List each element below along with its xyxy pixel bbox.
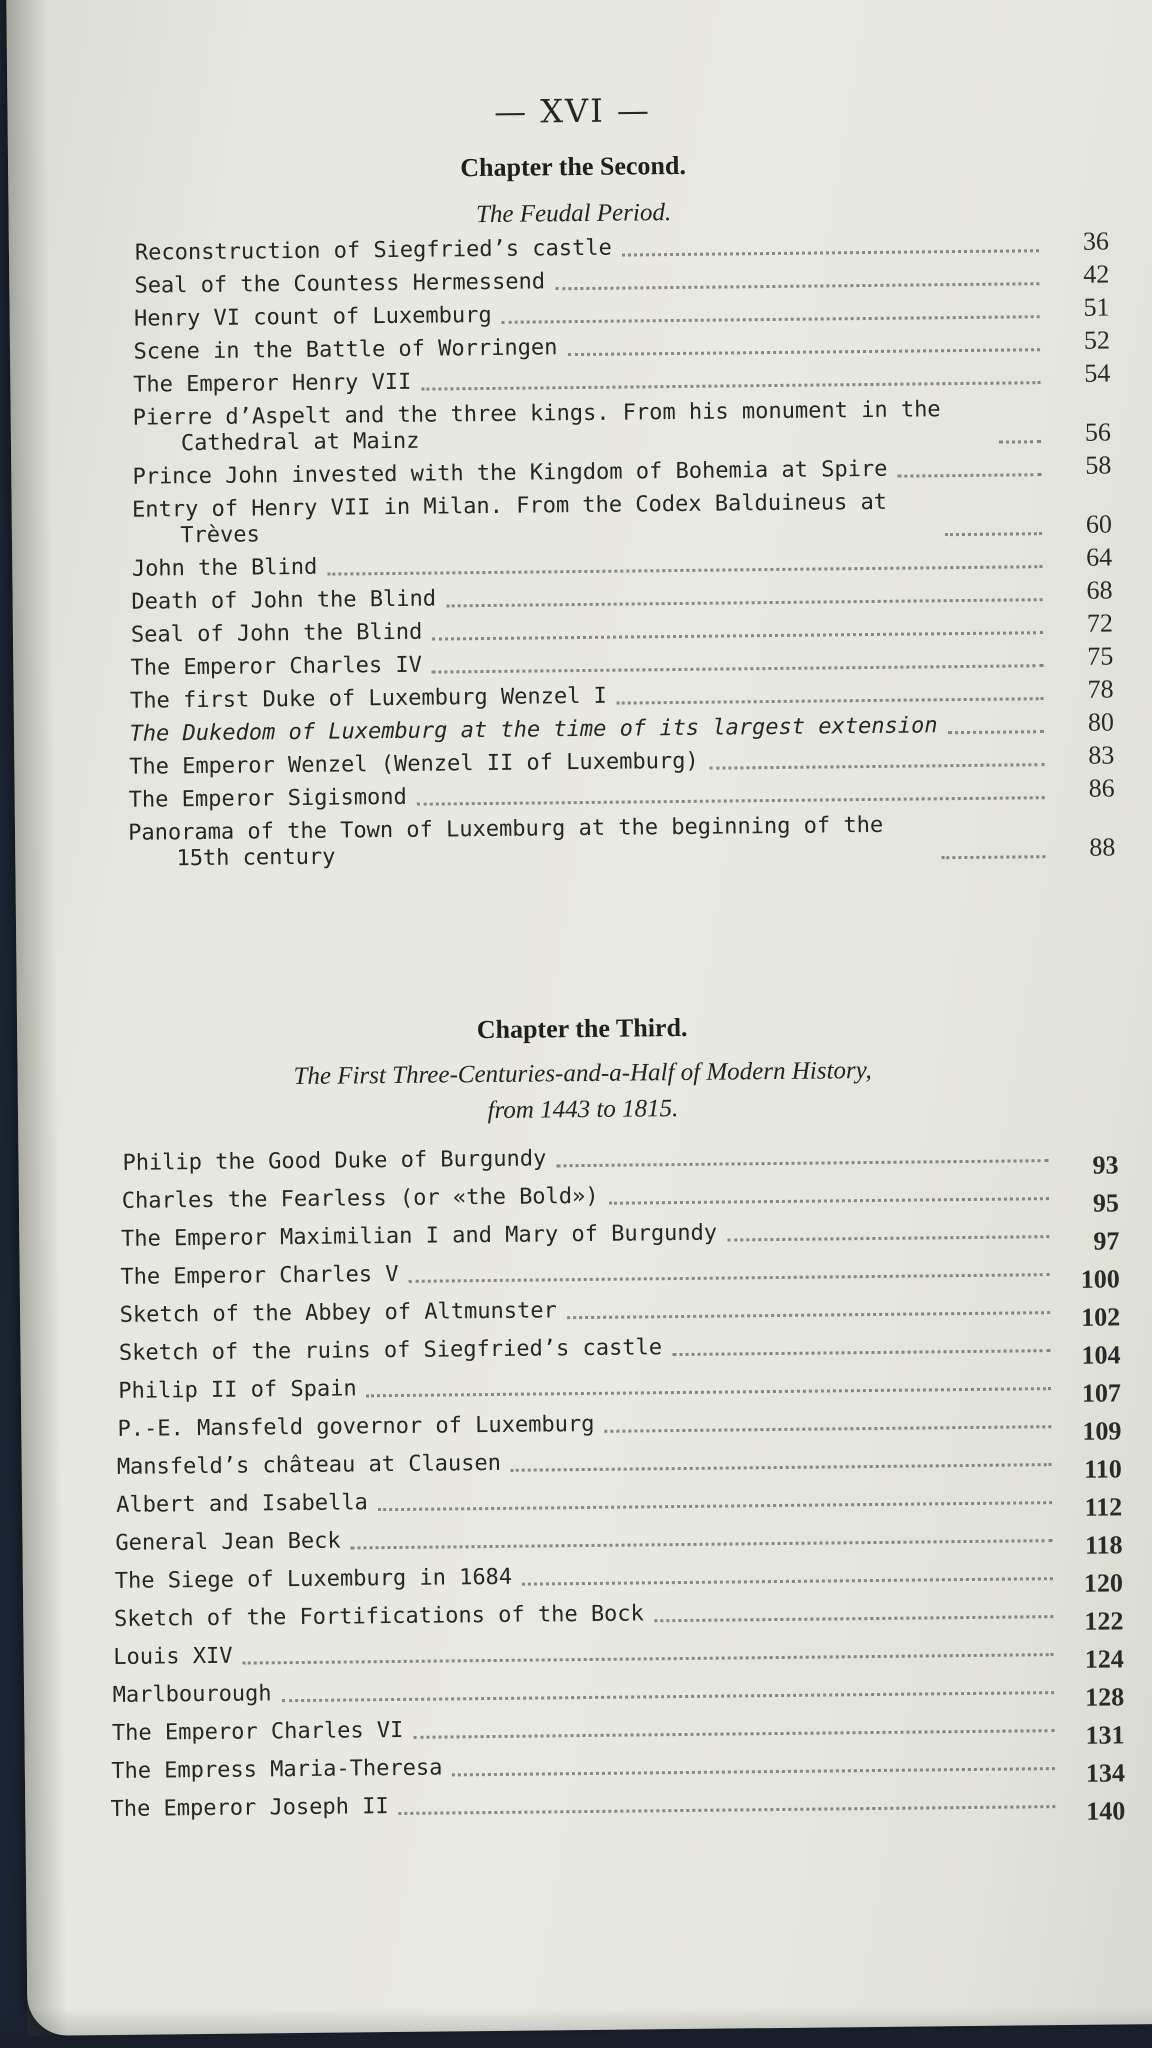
dot-leader [452, 1765, 1055, 1776]
toc-entry-page: 124 [1084, 1644, 1124, 1674]
dot-leader [327, 563, 1042, 575]
toc-entry-text: The first Duke of Luxemburg Wenzel I [129, 683, 607, 714]
book-page [6, 0, 1152, 2036]
page-number: — XVI — [493, 91, 652, 131]
toc-entry-label [129, 785, 407, 814]
toc-entry-text: The Emperor Sigismond [128, 784, 407, 813]
toc-entry-page: 109 [1082, 1416, 1122, 1446]
toc-entry-text: The Emperor Henry VII [133, 369, 412, 398]
toc-entry-label [134, 303, 492, 333]
dot-leader [378, 1499, 1052, 1511]
toc-entry-page: 134 [1085, 1758, 1126, 1788]
toc-entry-page: 78 [1087, 674, 1114, 704]
toc-entry-page: 72 [1086, 608, 1114, 638]
dot-leader [567, 1309, 1050, 1319]
toc-entry-text: Entry of Henry VII in Milan. From the Codex Balduineus at [131, 489, 888, 523]
toc-entry-label [130, 684, 607, 715]
toc-entry-label [129, 749, 699, 781]
toc-entry-label [113, 1644, 232, 1671]
toc-entry-label [134, 269, 545, 299]
toc-entry-page: 107 [1081, 1378, 1122, 1408]
toc-entry-page: 75 [1087, 641, 1114, 671]
dot-leader [282, 1689, 1054, 1702]
dot-leader [432, 629, 1043, 640]
toc-entry-page: 104 [1081, 1340, 1121, 1370]
toc-entry-label [118, 1376, 357, 1404]
dot-leader [568, 346, 1040, 356]
toc-entry-page: 140 [1086, 1796, 1126, 1826]
subtitle-line: The Feudal Period. [475, 199, 672, 229]
toc-entry-text: P.-E. Mansfeld governor of Luxemburg [117, 1411, 595, 1442]
toc-entry-page: 100 [1080, 1264, 1120, 1294]
dot-leader [511, 1461, 1052, 1472]
toc-entry-label [113, 1681, 272, 1709]
toc-entry-label [132, 457, 887, 491]
dot-leader [999, 438, 1041, 443]
toc-entry-text: Albert and Isabella [116, 1490, 368, 1518]
chapter-subtitle-second [8, 190, 1138, 238]
toc-entry-label [130, 653, 422, 682]
toc-list-third [18, 1140, 1152, 1826]
toc-entry-label [115, 1565, 513, 1595]
toc-entry-text: Philip II of Spain [118, 1376, 357, 1404]
bottom-shadow [0, 2008, 1152, 2048]
toc-entry-label [117, 1451, 501, 1481]
dot-leader [605, 1423, 1052, 1433]
toc-entry-label [116, 1490, 368, 1519]
toc-entry-text: Scene in the Battle of Worringen [133, 335, 558, 365]
dot-leader [556, 280, 1040, 290]
toc-entry-page: 120 [1083, 1568, 1124, 1598]
toc-entry-text: Mansfeld’s château at Clausen [116, 1450, 502, 1480]
toc-entry-text: Sketch of the ruins of Siegfried’s castle [118, 1335, 663, 1366]
dot-leader [366, 1385, 1051, 1397]
dot-leader [672, 1347, 1051, 1356]
page-content [6, 0, 1152, 2036]
toc-entry-label [111, 1756, 442, 1785]
toc-entry-label [117, 1412, 594, 1443]
toc-entry-label [119, 1335, 662, 1367]
toc-entry-label [131, 587, 436, 616]
toc-entry-text: Henry VI count of Luxemburg [133, 302, 492, 332]
toc-entry-label [120, 1262, 398, 1291]
toc-entry-text: Prince John invested with the Kingdom of Bohemia at Spire [132, 456, 888, 490]
dot-leader [941, 853, 1045, 859]
toc-entry-text: General Jean Beck [115, 1528, 341, 1556]
toc-entry-page: 112 [1084, 1492, 1123, 1522]
toc-entry-text: The Emperor Joseph II [110, 1794, 389, 1823]
dot-leader [617, 695, 1044, 704]
subtitle-line: The First Three-Centuries-and-a-Half of Modern History, [293, 1056, 872, 1091]
toc-entry-text-continued: 15th century [176, 844, 336, 872]
toc-entry-page: 68 [1086, 575, 1113, 605]
dot-leader [432, 662, 1044, 673]
toc-entry-text: John the Blind [131, 554, 318, 582]
toc-entry-text: Death of John the Blind [131, 586, 437, 615]
toc-entry-text: Sketch of the Fortifications of the Bock [113, 1601, 644, 1632]
toc-entry-text: Reconstruction of Siegfried’s castle [134, 235, 612, 266]
dot-leader [413, 1727, 1055, 1739]
toc-entry-label [133, 335, 557, 365]
toc-entry-text: Marlbourough [112, 1681, 272, 1708]
toc-entry-label [133, 370, 411, 399]
toc-entry [25, 1786, 1152, 1832]
toc-entry-page: 97 [1093, 1226, 1120, 1256]
dot-leader [727, 1233, 1049, 1241]
chapter-heading-second: Chapter the Second. [460, 150, 687, 183]
toc-entry-text: Charles the Fearless (or «the Bold») [121, 1183, 599, 1214]
dot-leader [898, 471, 1042, 478]
toc-entry-text: Pierre d’Aspelt and the three kings. From his monument in the [132, 397, 941, 431]
toc-entry-page: 131 [1085, 1720, 1125, 1750]
toc-entry-text: Sketch of the Abbey of Altmunster [119, 1298, 557, 1328]
toc-entry-page: 118 [1084, 1530, 1123, 1560]
toc-entry-text: The Emperor Wenzel (Wenzel II of Luxemburg) [129, 748, 699, 780]
dot-leader [945, 530, 1042, 536]
toc-entry-text: The Emperor Charles V [120, 1261, 399, 1290]
toc-entry-page: 128 [1084, 1682, 1125, 1712]
toc-entry-page: 88 [1089, 832, 1116, 862]
dot-leader [446, 596, 1042, 607]
toc-entry-text: Panorama of the Town of Luxemburg at the beginning of the [128, 812, 884, 846]
toc-entry-page: 58 [1085, 450, 1112, 480]
toc-entry-text-continued: Cathedral at Mainz [180, 428, 420, 457]
toc-entry-label [110, 1794, 388, 1823]
toc-entry-page: 102 [1081, 1302, 1121, 1332]
chapter-heading-third: Chapter the Third. [476, 1012, 688, 1045]
toc-entry-page: 83 [1088, 740, 1115, 770]
toc-entry-text-continued: Trèves [180, 522, 260, 549]
dot-leader [502, 313, 1040, 324]
toc-entry-page: 51 [1083, 292, 1110, 322]
toc-entry-text: The Empress Maria-Theresa [111, 1755, 443, 1784]
toc-entry-page: 36 [1082, 226, 1110, 256]
toc-entry-label [121, 1221, 717, 1253]
dot-leader [609, 1195, 1049, 1205]
toc-entry-page: 93 [1092, 1150, 1119, 1180]
toc-entry-label [122, 1184, 599, 1215]
toc-entry-page: 80 [1087, 707, 1115, 737]
toc-entry-label [120, 1298, 557, 1329]
dot-leader [557, 1157, 1049, 1167]
dot-leader [408, 1271, 1049, 1283]
toc-entry-page: 95 [1092, 1188, 1120, 1218]
dot-leader [654, 1613, 1053, 1622]
toc-entry-text: Philip the Good Duke of Burgundy [122, 1146, 547, 1176]
toc-entry-label [132, 490, 887, 550]
toc-entry-page: 52 [1083, 325, 1111, 355]
toc-entry-label [133, 397, 941, 457]
toc-entry-page: 86 [1088, 773, 1115, 803]
toc-entry-label [112, 1718, 404, 1747]
toc-entry-label [122, 1146, 546, 1176]
toc-entry-label [128, 813, 883, 873]
dot-leader [709, 761, 1044, 770]
toc-entry-page: 110 [1084, 1454, 1122, 1484]
toc-entry-page: 122 [1084, 1606, 1124, 1636]
toc-entry-label [115, 1529, 340, 1557]
toc-entry-text: The Emperor Charles VI [111, 1717, 404, 1746]
toc-entry-label [135, 236, 612, 267]
dot-leader [522, 1575, 1053, 1586]
dot-leader [421, 379, 1040, 390]
toc-entry-text: The Emperor Charles IV [130, 652, 423, 681]
dot-leader [948, 728, 1044, 734]
subtitle-line: from 1443 to 1815. [487, 1095, 679, 1125]
toc-entry-page: 56 [1084, 417, 1112, 447]
toc-entry-page: 54 [1084, 358, 1111, 388]
dot-leader [399, 1803, 1056, 1815]
chapter-subtitle-third [17, 1050, 1148, 1134]
toc-entry-text: The Emperor Maximilian I and Mary of Burgundy [120, 1220, 718, 1252]
toc-entry-text: The Dukedom of Luxemburg at the time of its largest extension [129, 713, 938, 747]
toc-entry-text: Seal of John the Blind [130, 619, 423, 648]
toc-entry-text: Seal of the Countess Hermessend [134, 269, 546, 299]
dot-leader [622, 247, 1039, 256]
toc-entry-text: Louis XIV [113, 1643, 233, 1670]
toc-entry-text: The Siege of Luxemburg in 1684 [114, 1564, 513, 1594]
toc-entry-page: 64 [1086, 542, 1113, 572]
toc-entry-label [114, 1601, 644, 1633]
toc-entry-page: 60 [1085, 509, 1113, 539]
toc-entry-label [132, 555, 318, 583]
dot-leader [351, 1537, 1053, 1549]
toc-entry-page: 42 [1083, 259, 1110, 289]
dot-leader [242, 1651, 1053, 1664]
dot-leader [417, 794, 1045, 806]
toc-entry-label [131, 620, 423, 649]
